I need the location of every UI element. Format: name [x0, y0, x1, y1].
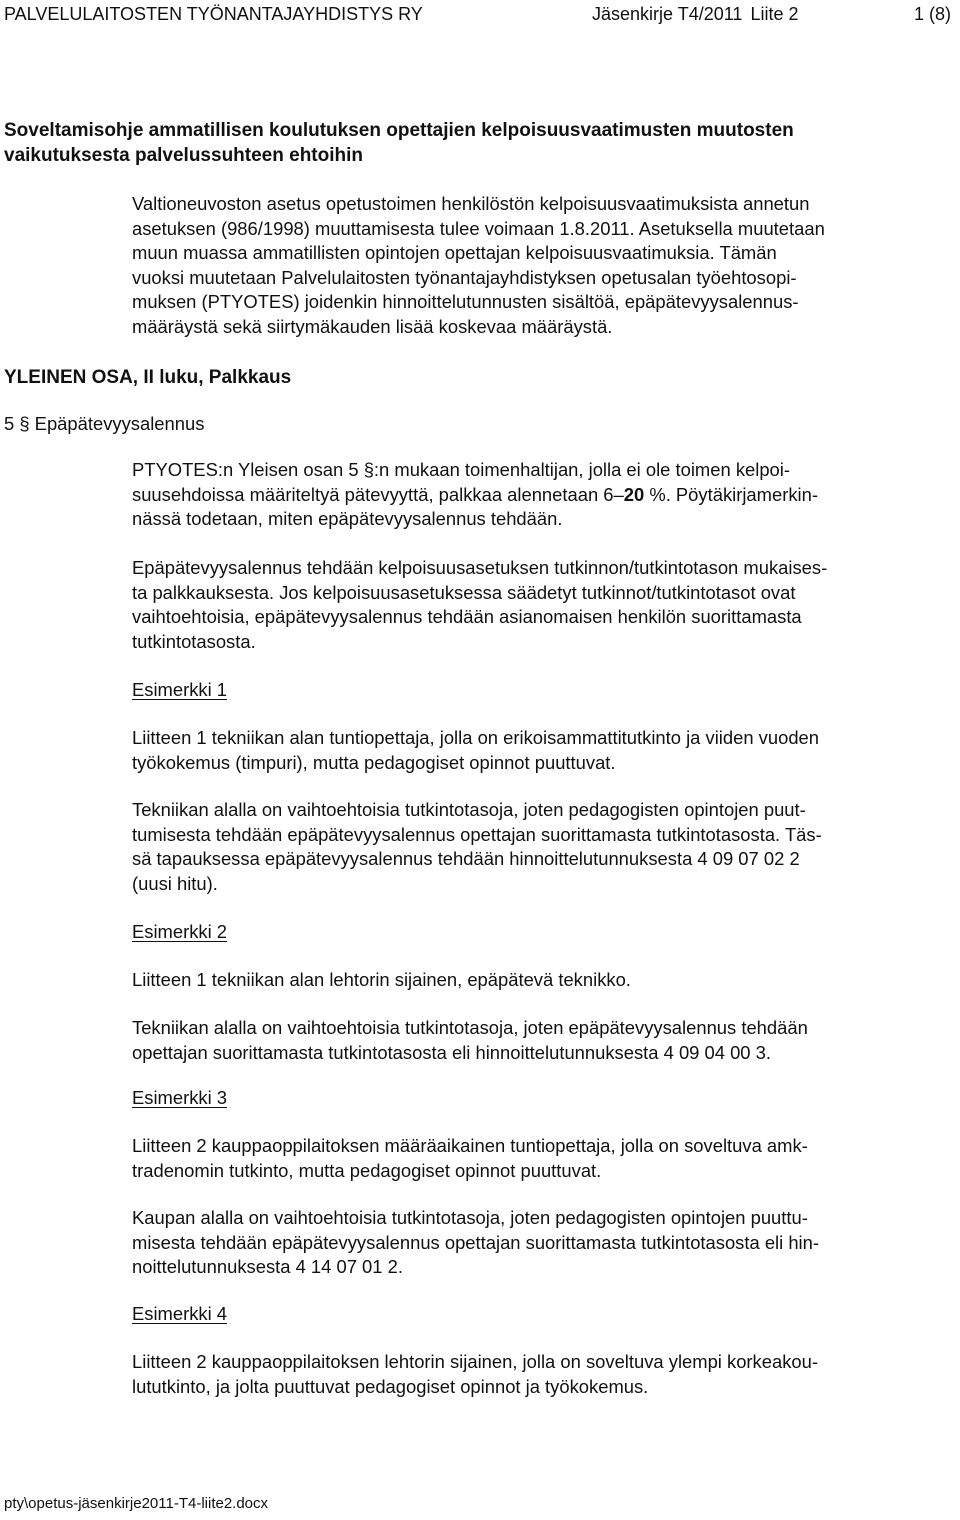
- header-document: [592, 2, 798, 26]
- subsection-heading: 5 § Epäpätevyysalennus: [4, 413, 205, 434]
- intro-line: muksen (PTYOTES) joidenkin hinnoittelutunnusten sisältöä, epäpätevyysalennus-: [132, 291, 799, 312]
- paragraph-line: misesta tehdään epäpätevyysalennus opettajan suorittamasta tutkintotasosta eli hin-: [132, 1231, 819, 1253]
- paragraph-line: Liitteen 1 tekniikan alan lehtorin sijainen, epäpätevä teknikko.: [132, 969, 631, 990]
- example-heading: Esimerkki 1: [132, 679, 228, 700]
- example-2-heading-block: [132, 920, 950, 945]
- paragraph-line: nässä todetaan, miten epäpätevyysalennus tehdään.: [132, 508, 563, 529]
- example-heading: Esimerkki 4: [132, 1303, 228, 1324]
- paragraph-line: tutkintotasosta.: [132, 630, 256, 652]
- example-2-case: [132, 968, 950, 993]
- section-heading: YLEINEN OSA, II luku, Palkkaus: [4, 367, 292, 388]
- intro-paragraph: [132, 192, 950, 339]
- paragraph-1: [132, 458, 950, 532]
- example-3-case: [132, 1134, 950, 1183]
- paragraph-line: tradenomin tutkinto, mutta pedagogiset opinnot puuttuvat.: [132, 1159, 602, 1181]
- paragraph-line: Liitteen 2 kauppaoppilaitoksen määräaikainen tuntiopettaja, jolla on soveltuva amk-: [132, 1135, 808, 1156]
- footer-file-path: pty\opetus-jäsenkirje2011-T4-liite2.docx: [4, 1495, 269, 1512]
- document-title: [4, 118, 944, 168]
- intro-line: vuoksi muutetaan Palvelulaitosten työnantajayhdistyksen opetusalan työehtosopi-: [132, 266, 797, 288]
- paragraph-line: Epäpätevyysalennus tehdään kelpoisuusasetuksen tutkinnon/tutkintotason mukaises-: [132, 557, 828, 578]
- paragraph-line: Tekniikan alalla on vaihtoehtoisia tutkintotasoja, joten epäpätevyysalennus tehdään: [132, 1017, 808, 1038]
- paragraph-line: tumisesta tehdään epäpätevyysalennus opettajan suorittamasta tutkintotasosta. Täs-: [132, 823, 822, 845]
- title-line: Soveltamisohje ammatillisen koulutuksen opettajien kelpoisuusvaatimusten muutosten: [4, 120, 794, 141]
- example-heading: Esimerkki 2: [132, 921, 228, 942]
- example-4-case: [132, 1350, 950, 1399]
- paragraph-line: Liitteen 2 kauppaoppilaitoksen lehtorin sijainen, jolla on soveltuva ylempi korkeakou-: [132, 1351, 818, 1372]
- paragraph-line: (uusi hitu).: [132, 872, 218, 894]
- header-document-name: Jäsenkirje T4/2011: [592, 4, 743, 24]
- example-4-heading-block: [132, 1302, 950, 1327]
- example-2-rule: [132, 1016, 950, 1065]
- paragraph-text: %. Pöytäkirjamerkin-: [644, 483, 818, 505]
- example-3-rule: [132, 1206, 950, 1280]
- header-page-number: 1 (8): [914, 4, 952, 24]
- paragraph-line: lututkinto, ja jolta puuttuvat pedagogiset opinnot ja työkokemus.: [132, 1375, 649, 1397]
- header-attachment: Liite 2: [750, 4, 799, 24]
- paragraph-line: sä tapauksessa epäpätevyysalennus tehdään hinnoittelutunnuksesta 4 09 07 02 2: [132, 848, 800, 869]
- paragraph-line: Kaupan alalla on vaihtoehtoisia tutkintotasoja, joten pedagogisten opintojen puuttu-: [132, 1207, 808, 1228]
- header-organization: PALVELULAITOSTEN TYÖNANTAJAYHDISTYS RY: [4, 4, 423, 24]
- paragraph-line: vaihtoehtoisia, epäpätevyysalennus tehdään asianomaisen henkilön suorittamasta: [132, 606, 802, 627]
- paragraph-text: suusehdoissa määriteltyä pätevyyttä, palkkaa alennetaan 6–: [132, 483, 624, 505]
- intro-line: Valtioneuvoston asetus opetustoimen henkilöstön kelpoisuusvaatimuksista annetun: [132, 193, 810, 214]
- paragraph-line: ta palkkauksesta. Jos kelpoisuusasetuksessa säädetyt tutkinnot/tutkintotasot ovat: [132, 581, 796, 603]
- intro-line: asetuksen (986/1998) muuttamisesta tulee voimaan 1.8.2011. Asetuksella muutetaan: [132, 217, 825, 239]
- title-line: vaikutuksesta palvelussuhteen ehtoihin: [4, 145, 363, 166]
- example-heading: Esimerkki 3: [132, 1087, 228, 1108]
- paragraph-line: opettajan suorittamasta tutkintotasosta eli hinnoittelutunnuksesta 4 09 04 00 3.: [132, 1041, 771, 1063]
- paragraph-line: PTYOTES:n Yleisen osan 5 §:n mukaan toimenhaltijan, jolla ei ole toimen kelpoi-: [132, 459, 790, 480]
- example-1-case: [132, 726, 950, 775]
- paragraph-line: työkokemus (timpuri), mutta pedagogiset opinnot puuttuvat.: [132, 751, 616, 773]
- percentage-value: 20: [623, 483, 645, 505]
- paragraph-line: [132, 483, 950, 508]
- example-1-heading-block: [132, 678, 950, 703]
- intro-line: määräystä sekä siirtymäkauden lisää koskevaa määräystä.: [132, 315, 613, 337]
- intro-line: muun muassa ammatillisten opintojen opettajan kelpoisuusvaatimuksia. Tämän: [132, 242, 777, 263]
- paragraph-2: [132, 556, 950, 654]
- paragraph-line: noittelutunnuksesta 4 14 07 01 2.: [132, 1256, 403, 1277]
- example-1-rule: [132, 798, 950, 896]
- example-3-heading-block: [132, 1086, 950, 1111]
- paragraph-line: Tekniikan alalla on vaihtoehtoisia tutkintotasoja, joten pedagogisten opintojen puut-: [132, 799, 806, 820]
- paragraph-line: Liitteen 1 tekniikan alan tuntiopettaja, jolla on erikoisammattitutkinto ja viiden vuoden: [132, 727, 819, 748]
